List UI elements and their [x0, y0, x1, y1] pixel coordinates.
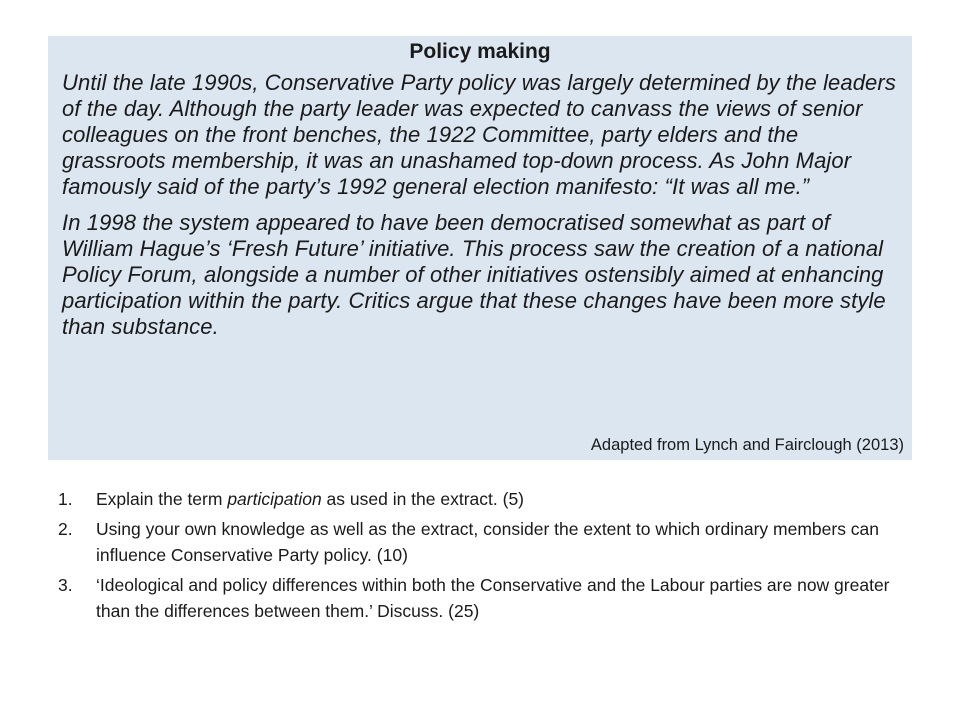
- extract-box: [48, 36, 912, 460]
- question-text: Explain the term: [96, 489, 228, 509]
- question-text: as used in the extract. (5): [321, 489, 525, 509]
- question-number: 2.: [58, 519, 73, 539]
- extract-title: Policy making: [409, 40, 551, 63]
- question-1: [58, 486, 908, 512]
- question-italic-term: participation: [227, 489, 322, 509]
- question-text: ‘Ideological and policy differences within both the Conservative and the Labour parties are now greater than the differences between them.’ Discuss. (25): [96, 575, 890, 621]
- extract-paragraph-2: In 1998 the system appeared to have been democratised somewhat as part of William Hague’s ‘Fresh Future’ initiative. This process saw the creation of a national Policy Forum, alongside a number of other initiatives ostensibly aimed at enhancing participation within the party. Critics argue that these changes have been more style than substance.: [62, 210, 886, 339]
- question-2: [58, 516, 908, 568]
- question-3: [58, 572, 908, 624]
- question-list: [58, 486, 908, 628]
- extract-source: Adapted from Lynch and Fairclough (2013): [590, 436, 904, 454]
- question-text: Using your own knowledge as well as the extract, consider the extent to which ordinary members can influence Conservative Party policy. (10): [96, 519, 880, 565]
- question-number: 3.: [58, 575, 73, 595]
- question-number: 1.: [58, 489, 73, 509]
- extract-paragraph-1: Until the late 1990s, Conservative Party policy was largely determined by the leaders of the day. Although the party leader was expected to canvass the views of senior colleagues on the front benches, the 1922 Committee, party elders and the grassroots membership, it was an unashamed top-down process. As John Major famously said of the party’s 1992 general election manifesto: “It was all me.”: [62, 70, 896, 199]
